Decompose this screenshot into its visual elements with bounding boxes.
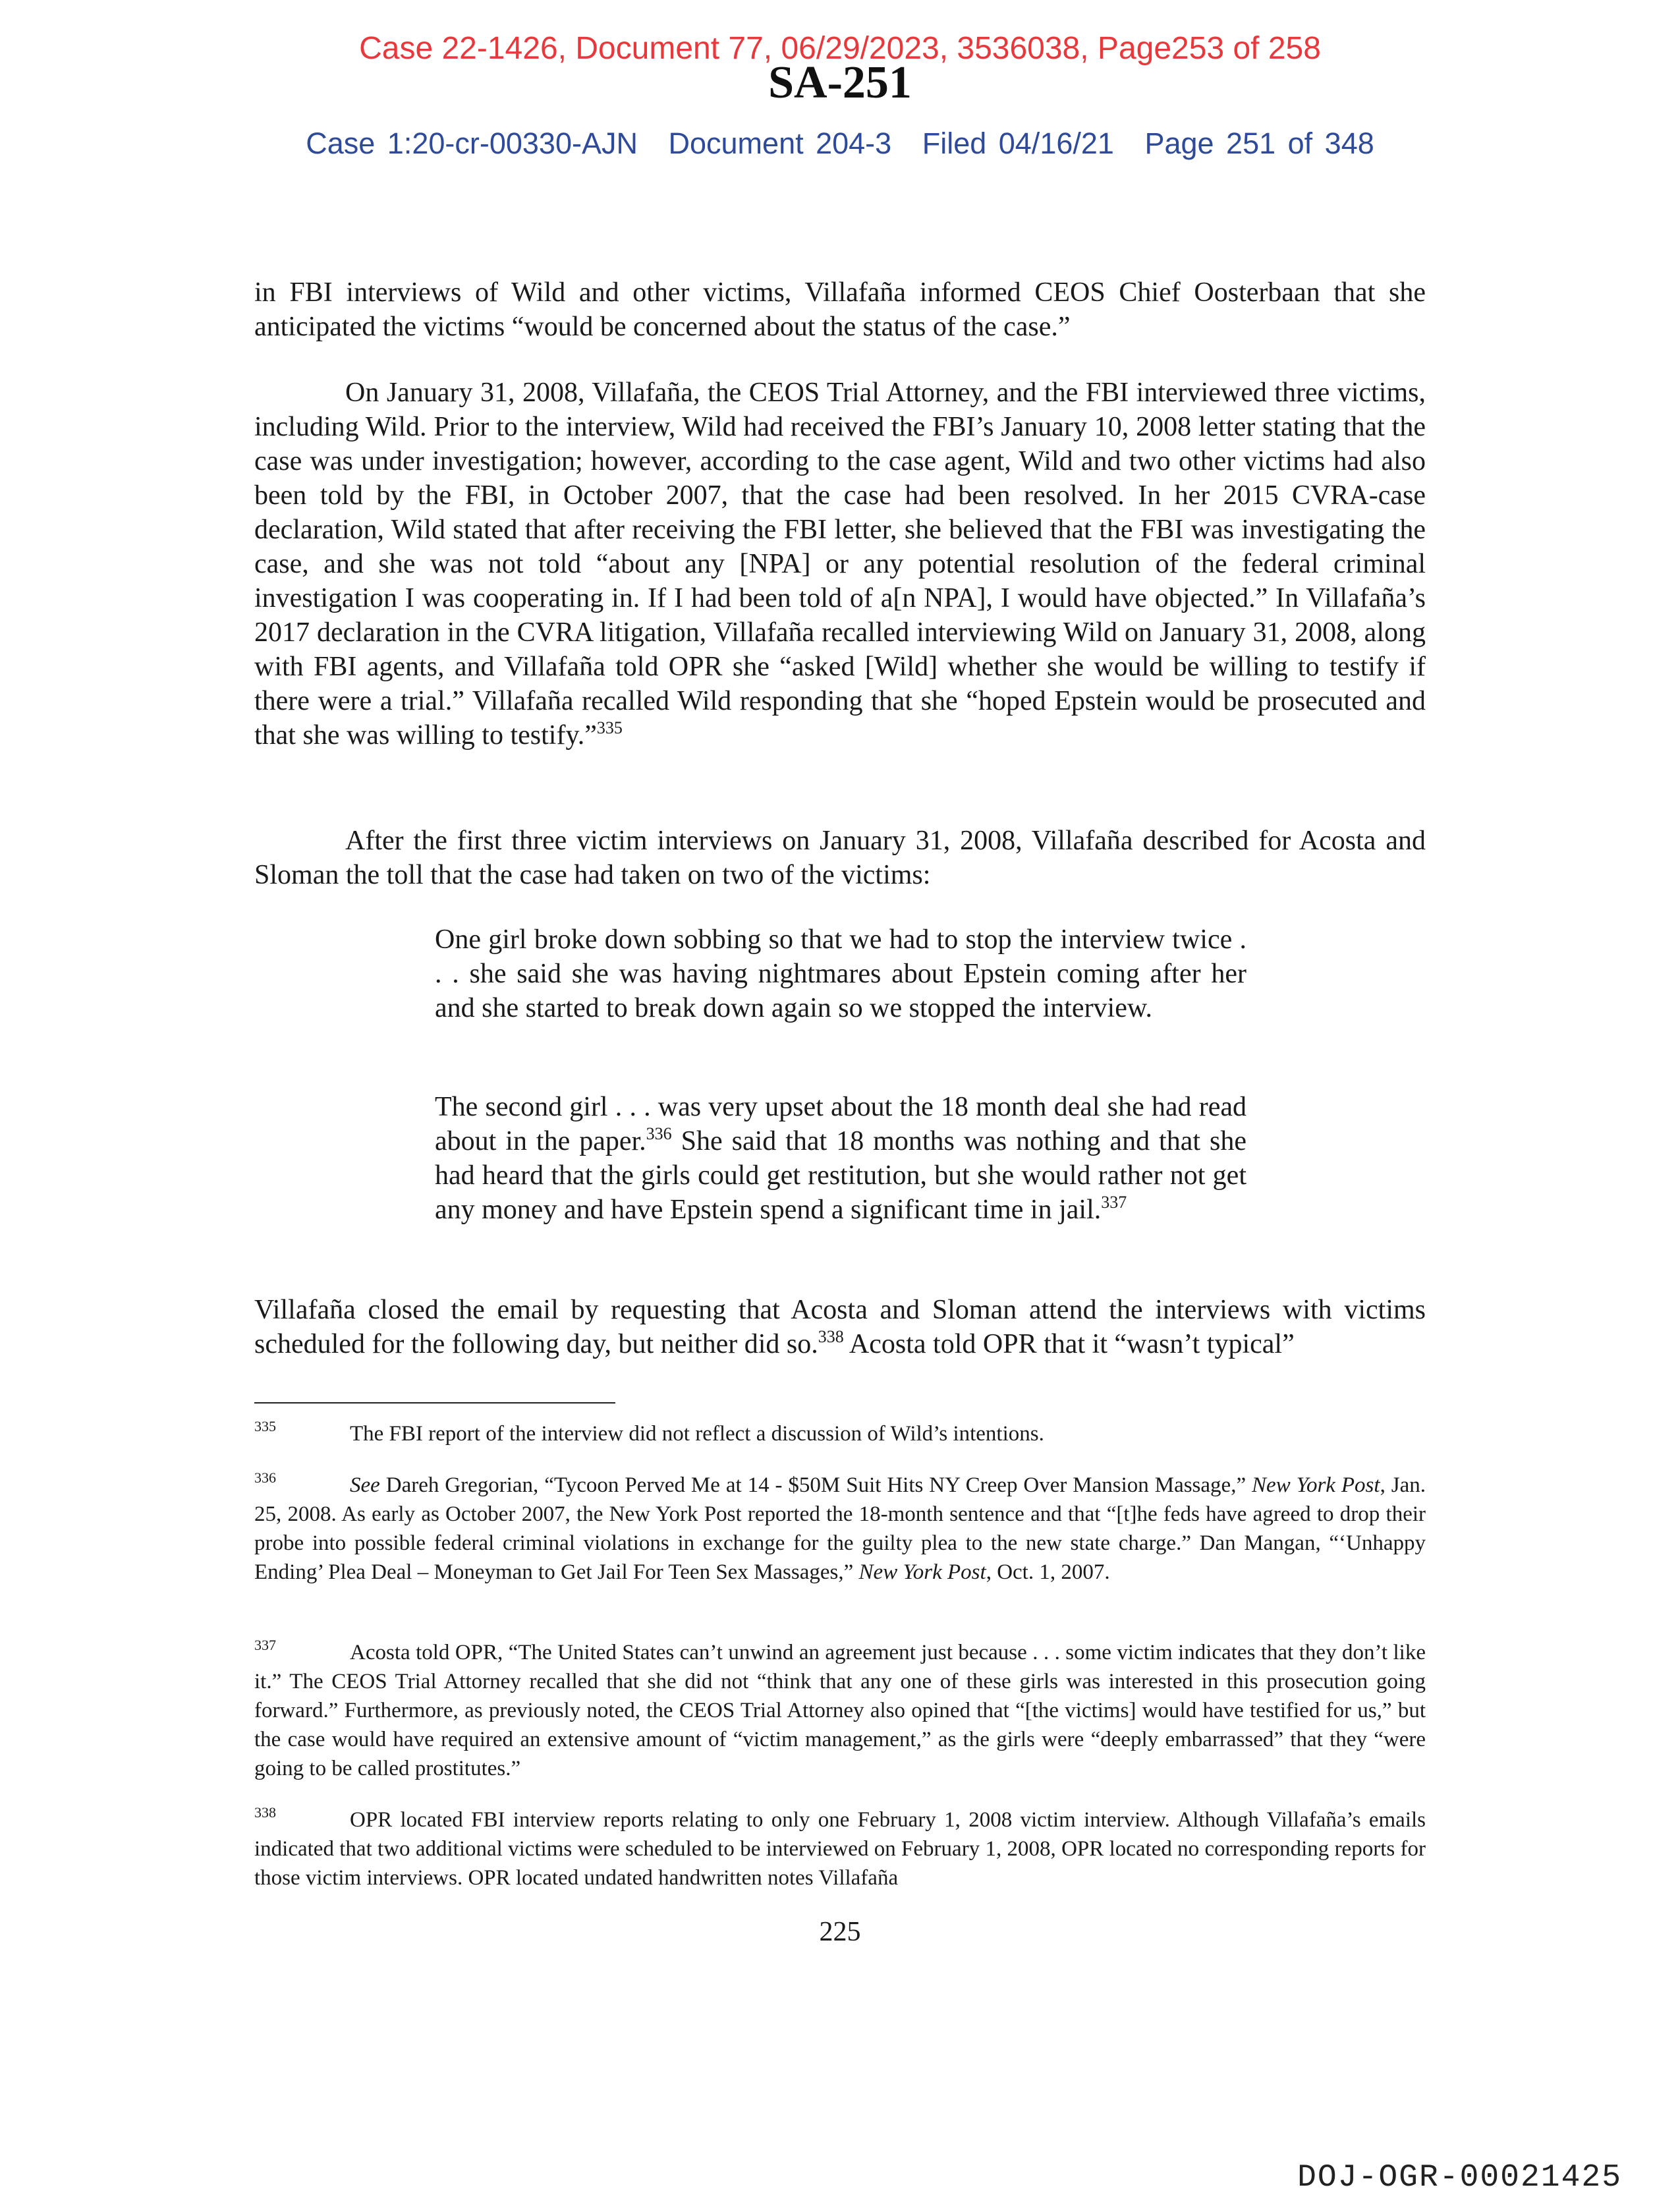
footnote-text: , Oct. 1, 2007. bbox=[986, 1560, 1110, 1584]
paragraph-part: Acosta told OPR that it “wasn’t typical” bbox=[843, 1329, 1295, 1359]
footnote-signal: See bbox=[350, 1473, 380, 1497]
footnote-338 bbox=[254, 1805, 1426, 1892]
footnote-335 bbox=[254, 1419, 1426, 1448]
district-filed-date: Filed 04/16/21 bbox=[922, 127, 1114, 160]
footnote-text: OPR located FBI interview reports relating to only one February 1, 2008 victim interview. Although Villafaña’s emails indicated that two additional victims were scheduled to be interviewed on February 1, 2008, OPR located no corresponding reports for those victim interviews. OPR located undated handwritten notes Villafaña bbox=[254, 1808, 1426, 1890]
page-number: 225 bbox=[819, 1917, 861, 1947]
paragraph-continuation bbox=[254, 275, 1426, 344]
footnote-337 bbox=[254, 1638, 1426, 1783]
paragraph-wild-interview bbox=[254, 376, 1426, 752]
paragraph-text bbox=[254, 1293, 1426, 1361]
block-quote-first-girl bbox=[435, 922, 1246, 1025]
paragraph-text: After the first three victim interviews on January 31, 2008, Villafaña described for Acosta and Sloman the toll that the case had taken on two of the victims: bbox=[254, 826, 1426, 890]
footnote-336 bbox=[254, 1471, 1426, 1587]
district-case-number: Case 1:20-cr-00330-AJN bbox=[306, 127, 638, 160]
paragraph-text: in FBI interviews of Wild and other victims, Villafaña informed CEOS Chief Oosterbaan that she anticipated the victims “would be concerned about the status of the case.” bbox=[254, 277, 1426, 342]
district-page-count: Page 251 of 348 bbox=[1144, 127, 1374, 160]
paragraph-part: Villafaña closed the email by requesting that Acosta and Sloman attend the interviews with victims scheduled for the following day, but neither did so. bbox=[254, 1295, 1426, 1359]
footnote-ref: 338 bbox=[818, 1327, 844, 1346]
footnote-text: The FBI report of the interview did not reflect a discussion of Wild’s intentions. bbox=[350, 1422, 1044, 1446]
sa-page-number: SA-251 bbox=[768, 57, 912, 108]
footnote-number: 337 bbox=[254, 1637, 276, 1653]
footnote-divider bbox=[254, 1402, 615, 1404]
quote-text bbox=[435, 1090, 1246, 1227]
district-document-number: Document 204-3 bbox=[668, 127, 892, 160]
publication-name: New York Post bbox=[1252, 1473, 1380, 1497]
footnote-ref: 337 bbox=[1101, 1193, 1127, 1212]
publication-name: New York Post bbox=[858, 1560, 986, 1584]
quote-text: One girl broke down sobbing so that we had to stop the interview twice . . . she said she was having nightmares about Epstein coming after her and she started to break down again so we stopped the interview. bbox=[435, 924, 1246, 1023]
paragraph-body: On January 31, 2008, Villafaña, the CEOS Trial Attorney, and the FBI interviewed three victims, including Wild. Prior to the interview, Wild had received the FBI’s January 10, 2008 letter stating that the case was under investigation; however, according to the case agent, Wild and two other victims had also been told by the FBI, in October 2007, that the case had been resolved. In her 2015 CVRA-case declaration, Wild stated that after receiving the FBI letter, she believed that the FBI was investigating the case, and she was not told “about any [NPA] or any potential resolution of the federal criminal investigation I was cooperating in. If I had been told of a[n NPA], I would have objected.” In Villafaña’s 2017 declaration in the CVRA litigation, Villafaña recalled interviewing Wild on January 31, 2008, along with FBI agents, and Villafaña told OPR she “asked [Wild] whether she would be willing to testify if there were a trial.” Villafaña recalled Wild responding that she “hoped Epstein would be prosecuted and that she was willing to testify.” bbox=[254, 378, 1426, 751]
bates-number: DOJ-OGR-00021425 bbox=[1297, 2160, 1622, 2196]
paragraph-victim-toll bbox=[254, 824, 1426, 892]
footnote-ref: 335 bbox=[596, 718, 623, 737]
footnote-number: 335 bbox=[254, 1418, 276, 1434]
footnote-ref: 336 bbox=[646, 1124, 672, 1143]
appellate-case-stamp: Case 22-1426, Document 77, 06/29/2023, 3536038, Page253 of 258 bbox=[359, 31, 1321, 66]
paragraph-email-close bbox=[254, 1293, 1426, 1361]
quote-part: She said that 18 months was nothing and that she had heard that the girls could get restitution, but she would rather not get any money and have Epstein spend a significant time in jail. bbox=[435, 1126, 1246, 1225]
footnote-number: 336 bbox=[254, 1469, 276, 1486]
footnote-text: , Jan. 25, 2008. As early as October 2007, the New York Post reported the 18-month sentence and that “[t]he feds have agreed to drop their probe into possible federal criminal violations in exchange for the guilty plea to the new state charge.” Dan Mangan, “‘Unhappy Ending’ Plea Deal – Moneyman to Get Jail For Teen Sex Massages,” bbox=[254, 1473, 1426, 1584]
footnote-text: Acosta told OPR, “The United States can’t unwind an agreement just because . . . some victim indicates that they don’t like it.” The CEOS Trial Attorney recalled that she did not “think that any one of these girls was interested in this prosecution going forward.” Furthermore, as previously noted, the CEOS Trial Attorney also opined that “[the victims] would have testified for us,” but the case would have required an extensive amount of “victim management,” as the girls were “deeply embarrassed” that they “were going to be called prostitutes.” bbox=[254, 1641, 1426, 1780]
block-quote-second-girl bbox=[435, 1090, 1246, 1227]
quote-part: The second girl . . . was very upset about the 18 month deal she had read about in the paper. bbox=[435, 1092, 1246, 1156]
footnote-text: Dareh Gregorian, “Tycoon Perved Me at 14 - $50M Suit Hits NY Creep Over Mansion Massage,” bbox=[379, 1473, 1252, 1497]
footnote-number: 338 bbox=[254, 1804, 276, 1821]
district-case-header bbox=[0, 125, 1680, 162]
paragraph-text bbox=[254, 376, 1426, 752]
